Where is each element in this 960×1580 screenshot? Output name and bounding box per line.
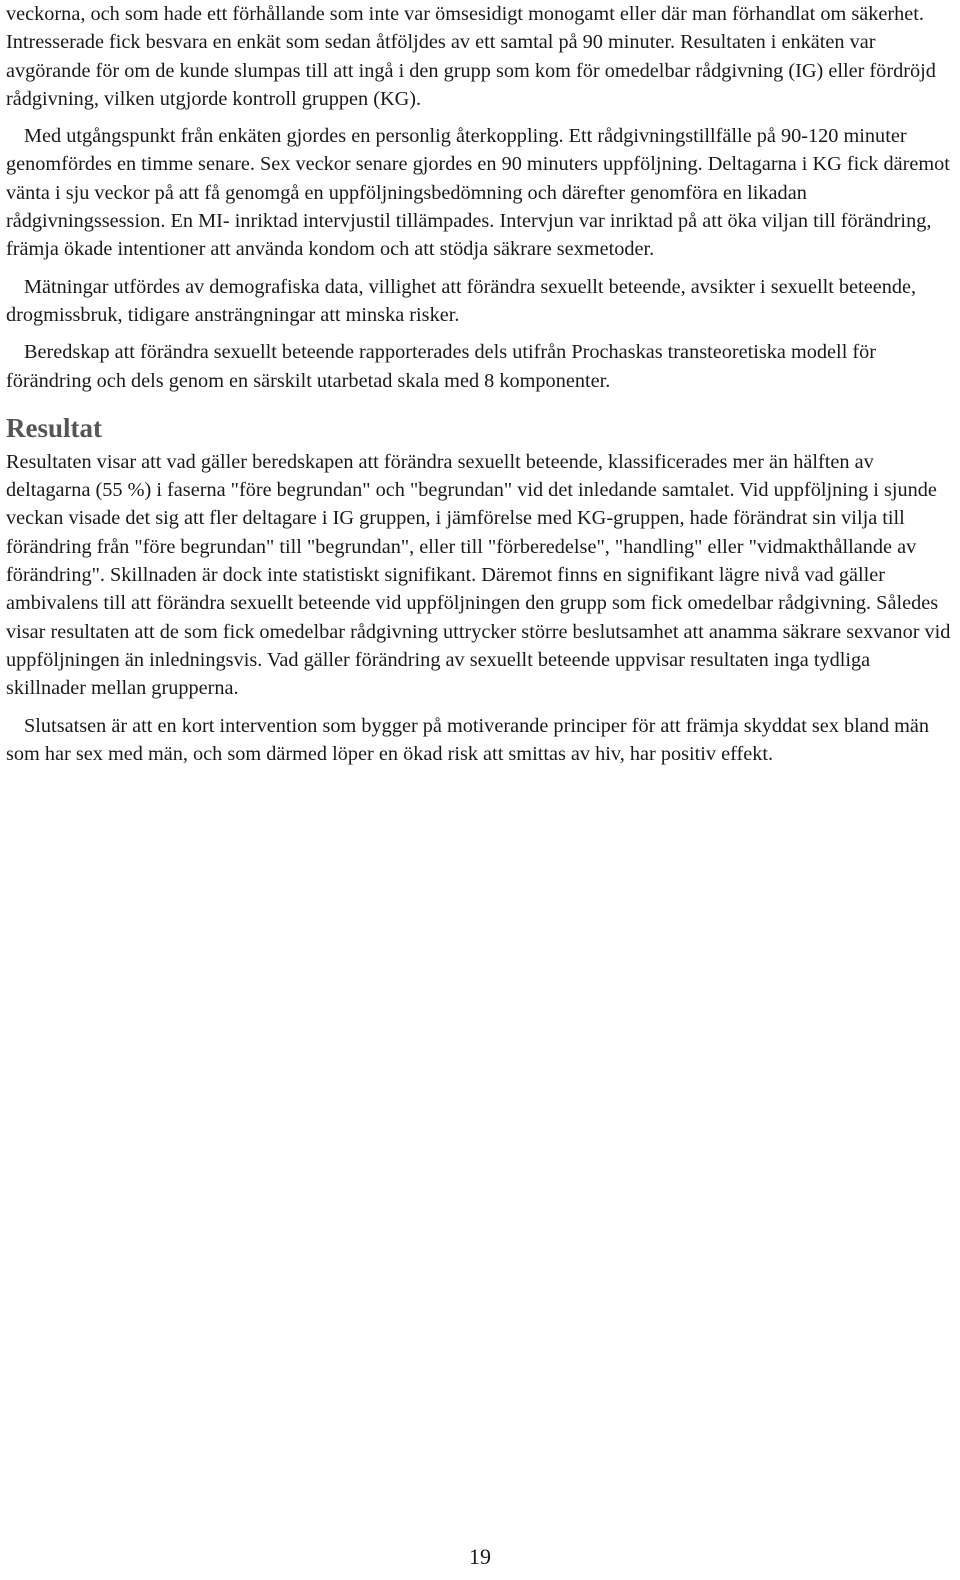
page-number: 19	[469, 1544, 491, 1569]
paragraph-intervention: Med utgångspunkt från enkäten gjordes en personlig återkoppling. Ett rådgivningstillfälle på 90-120 minuter genomfördes en timme senare. Sex veckor senare gjordes en 90 minuters uppföljning. Deltagarna i KG fick däremot vänta i sju veckor på att få genomgå en uppföljningsbedömning och därefter genomföra en likadan rådgivningssession. En MI- inriktad intervjustil tillämpades. Intervjun var inriktad på att öka viljan till förändring, främja ökade intentioner att använda kondom och att stödja säkrare sexmetoder.	[6, 125, 950, 261]
section-heading-resultat: Resultat	[6, 412, 102, 443]
paragraph-conclusion: Slutsatsen är att en kort intervention som bygger på motiverande principer för att främja skyddat sex bland män som har sex med män, och som därmed löper en ökad risk att smittas av hiv, har positiv effekt.	[6, 714, 930, 765]
paragraph-results: Resultaten visar att vad gäller beredskapen att förändra sexuellt beteende, klassificerades mer än hälften av deltagarna (55 %) i faserna "före begrundan" och "begrundan" vid det inledande samtalet. Vid uppföljning i sjunde veckan visade det sig att fler deltagare i IG gruppen, i jämförelse med KG-gruppen, hade förändrat sin vilja till förändring från "före begrundan" till "begrundan", eller till "förberedelse", "handling" eller "vidmakthållande av förändring". Skillnaden är dock inte statistiskt signifikant. Däremot finns en signifikant lägre nivå vad gäller ambivalens till att förändra sexuellt beteende vid uppföljningen den grupp som fick omedelbar rådgivning. Således visar resultaten att de som fick omedelbar rådgivning uttrycker större beslutsamhet att anamma säkrare sexvanor vid uppföljningen än inledningsvis. Vad gäller förändring av sexuellt beteende uppvisar resultaten inga tydliga skillnader mellan grupperna.	[6, 450, 951, 700]
paragraph-readiness-scale: Beredskap att förändra sexuellt beteende rapporterades dels utifrån Prochaskas transteoretiska modell för förändring och dels genom en särskilt utarbetad skala med 8 komponenter.	[6, 341, 877, 392]
paragraph-study-design: veckorna, och som hade ett förhållande som inte var ömsesidigt monogamt eller där man förhandlat om säkerhet. Intresserade fick besvara en enkät som sedan åtföljdes av ett samtal på 90 minuter. Resultaten i enkäten var avgörande för om de kunde slumpas till att ingå i den grupp som kom för omedelbar rådgivning (IG) eller fördröjd rådgivning, vilken utgjorde kontroll gruppen (KG).	[6, 3, 936, 110]
document-page	[6, 0, 952, 768]
paragraph-measurements: Mätningar utfördes av demografiska data, villighet att förändra sexuellt beteende, avsikter i sexuellt beteende, drogmissbruk, tidigare ansträngningar att minska risker.	[6, 275, 917, 326]
